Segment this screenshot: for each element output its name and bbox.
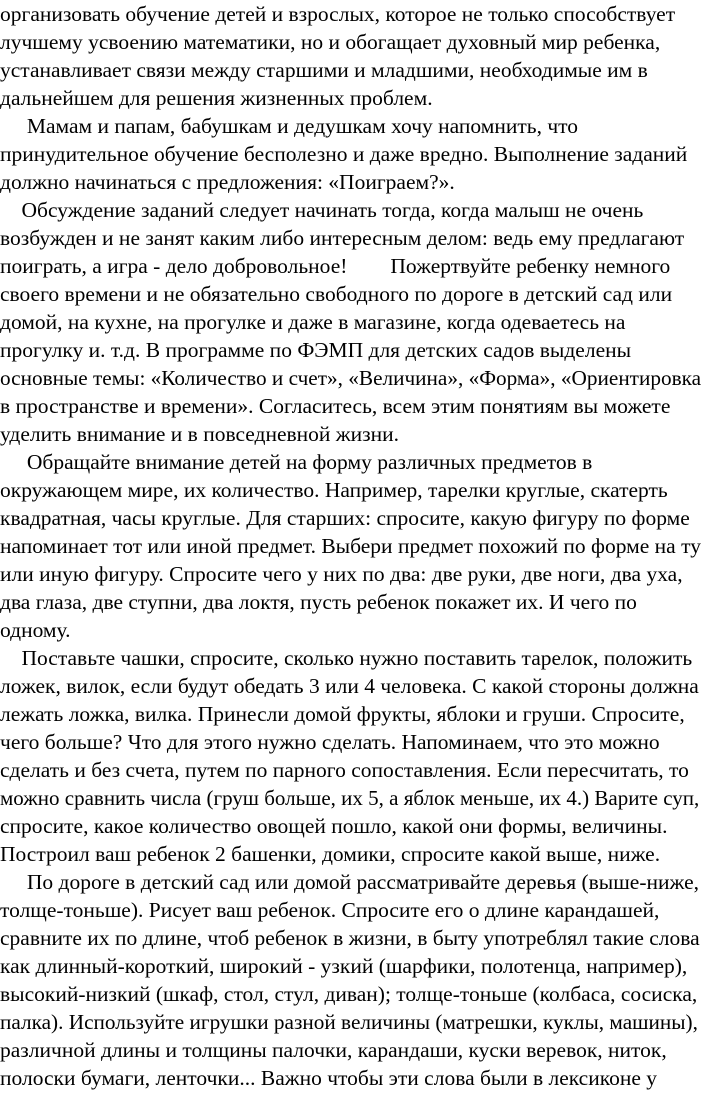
text-line: Построил ваш ребенок 2 башенки, домики, спросите какой выше, ниже.	[0, 842, 661, 866]
text-line: сделать и без счета, путем по парного сопоставления. Если пересчитать, то	[0, 758, 689, 782]
text-line: лучшему усвоению математики, но и обогащает духовный мир ребенка,	[0, 30, 661, 54]
text-line: окружающем мире, их количество. Например, тарелки круглые, скатерть	[0, 478, 668, 502]
text-line: полоски бумаги, ленточки... Важно чтобы эти слова были в лексиконе у	[0, 1066, 658, 1090]
text-line: чего больше? Что для этого нужно сделать. Напоминаем, что это можно	[0, 730, 660, 754]
text-line: дальнейшем для решения жизненных проблем.	[0, 86, 433, 110]
text-line: палка). Используйте игрушки разной величины (матрешки, куклы, машины),	[0, 1010, 698, 1034]
text-line: различной длины и толщины палочки, карандаши, куски веревок, ниток,	[0, 1038, 667, 1062]
text-line: спросите, какое количество овощей пошло, какой они формы, величины.	[0, 814, 668, 838]
text-line: устанавливает связи между старшими и младшими, необходимые им в	[0, 58, 648, 82]
text-line: основные темы: «Количество и счет», «Величина», «Форма», «Ориентировка	[0, 366, 702, 390]
text-line: должно начинаться с предложения: «Поиграем?».	[0, 170, 455, 194]
text-line: организовать обучение детей и взрослых, которое не только способствует	[0, 2, 676, 26]
text-line: прогулку и. т.д. В программе по ФЭМП для детских садов выделены	[0, 338, 632, 362]
text-line: можно сравнить числа (груш больше, их 5, а яблок меньше, их 4.) Варите суп,	[0, 786, 700, 810]
text-line: своего времени и не обязательно свободного по дороге в детский сад или	[0, 282, 673, 306]
text-line: поиграть, а игра - дело добровольное! Пожертвуйте ребенку немного	[0, 254, 671, 278]
text-line: уделить внимание и в повседневной жизни.	[0, 422, 400, 446]
text-line: высокий-низкий (шкаф, стол, стул, диван); толще-тоньше (колбаса, сосиска,	[0, 982, 698, 1006]
text-line: одному.	[0, 618, 71, 642]
text-line: как длинный-короткий, широкий - узкий (шарфики, полотенца, например),	[0, 954, 688, 978]
text-line: возбужден и не занят каким либо интересным делом: ведь ему предлагают	[0, 226, 685, 250]
text-line: Мамам и папам, бабушкам и дедушкам хочу напомнить, что	[0, 114, 579, 138]
text-line: толще-тоньше). Рисует ваш ребенок. Спросите его о длине карандашей,	[0, 898, 660, 922]
text-line: Поставьте чашки, спросите, сколько нужно поставить тарелок, положить	[0, 646, 693, 670]
text-line: По дороге в детский сад или домой рассматривайте деревья (выше-ниже,	[0, 870, 699, 894]
text-line: в пространстве и времени». Согласитесь, всем этим понятиям вы можете	[0, 394, 671, 418]
text-line: ложек, вилок, если будут обедать 3 или 4 человека. С какой стороны должна	[0, 674, 699, 698]
text-line: Обращайте внимание детей на форму различных предметов в	[0, 450, 593, 474]
text-line: или иную фигуру. Спросите чего у них по два: две руки, две ноги, два уха,	[0, 562, 683, 586]
text-line: квадратная, часы круглые. Для старших: спросите, какую фигуру по форме	[0, 506, 690, 530]
text-line: лежать ложка, вилка. Принесли домой фрукты, яблоки и груши. Спросите,	[0, 702, 685, 726]
text-line: домой, на кухне, на прогулке и даже в магазине, когда одеваетесь на	[0, 310, 626, 334]
text-line: Обсуждение заданий следует начинать тогда, когда малыш не очень	[0, 198, 644, 222]
text-line: принудительное обучение бесполезно и даже вредно. Выполнение заданий	[0, 142, 688, 166]
text-line: два глаза, две ступни, два локтя, пусть ребенок покажет их. И чего по	[0, 590, 637, 614]
text-line: сравните их по длине, чтоб ребенок в жизни, в быту употреблял такие слова	[0, 926, 700, 950]
text-line: напоминает тот или иной предмет. Выбери предмет похожий по форме на ту	[0, 534, 701, 558]
